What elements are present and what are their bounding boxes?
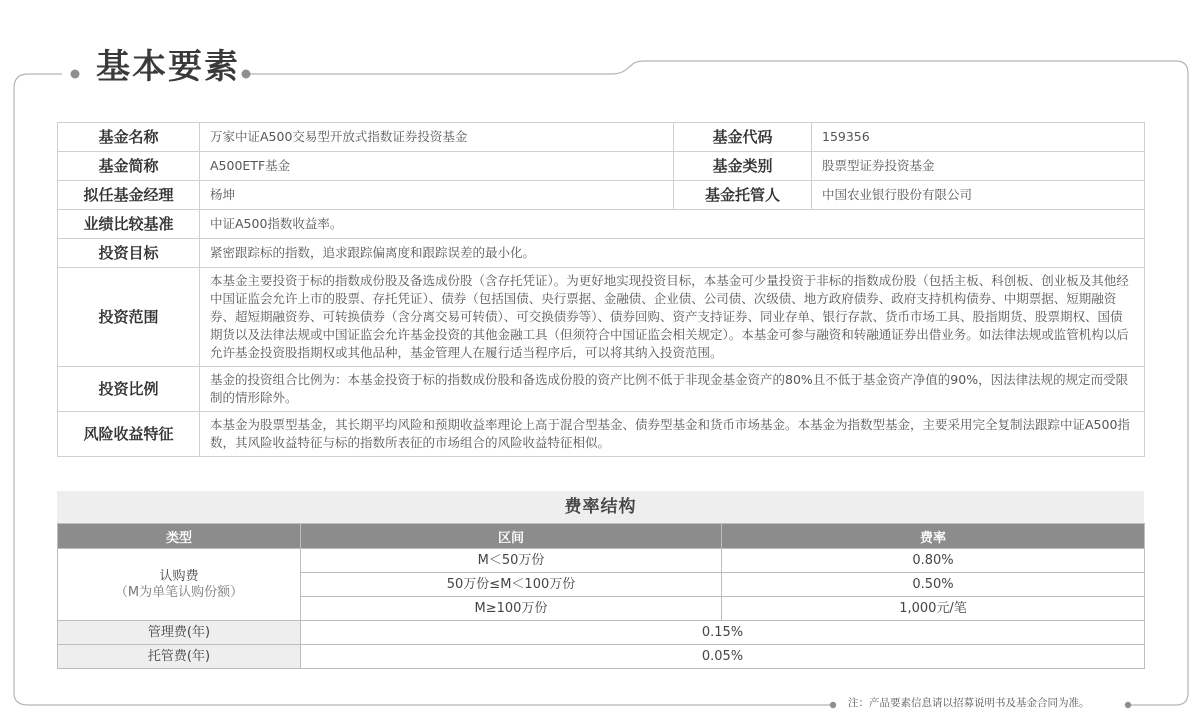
column-header-range: 区间: [301, 524, 722, 549]
column-header-type: 类型: [58, 524, 301, 549]
custody-fee-rate: 0.05%: [301, 645, 1145, 669]
fund-name-value: 万家中证A500交易型开放式指数证券投资基金: [200, 123, 674, 152]
custodian-label: 基金托管人: [674, 181, 812, 210]
benchmark-label: 业绩比较基准: [58, 210, 200, 239]
fee-table: [57, 523, 1145, 669]
fee-range: M≥100万份: [301, 597, 722, 621]
table-row: [58, 268, 1145, 367]
fund-type-label: 基金类别: [674, 152, 812, 181]
ratio-label: 投资比例: [58, 367, 200, 412]
custodian-value: 中国农业银行股份有限公司: [812, 181, 1145, 210]
table-row: [58, 239, 1145, 268]
risk-label: 风险收益特征: [58, 412, 200, 457]
footnote: 注：产品要素信息请以招募说明书及基金合同为准。: [848, 697, 1090, 709]
fund-code-value: 159356: [812, 123, 1145, 152]
short-name-label: 基金简称: [58, 152, 200, 181]
table-row: [58, 367, 1145, 412]
benchmark-value: 中证A500指数收益率。: [200, 210, 1145, 239]
table-row: [58, 621, 1145, 645]
table-row: [58, 412, 1145, 457]
custody-fee-label: 托管费(年): [58, 645, 301, 669]
ratio-value: 基金的投资组合比例为：本基金投资于标的指数成份股和备选成份股的资产比例不低于非现金基金资产的80%且不低于基金资产净值的90%，因法律法规的规定而受限制的情形除外。: [200, 367, 1145, 412]
fund-code-label: 基金代码: [674, 123, 812, 152]
table-row: [58, 181, 1145, 210]
fee-range: M＜50万份: [301, 549, 722, 573]
fund-type-value: 股票型证券投资基金: [812, 152, 1145, 181]
title-dot-left: [71, 70, 80, 79]
basic-info-table: [57, 122, 1145, 457]
subscription-fee-note: （M为单笔认购份额）: [114, 584, 244, 600]
fee-rate: 0.50%: [722, 573, 1145, 597]
section-title: 基本要素: [96, 47, 240, 87]
fee-range: 50万份≤M＜100万份: [301, 573, 722, 597]
footnote-dot-right: [1125, 702, 1131, 708]
management-fee-rate: 0.15%: [301, 621, 1145, 645]
column-header-rate: 费率: [722, 524, 1145, 549]
management-fee-label: 管理费(年): [58, 621, 301, 645]
fee-rate: 1,000元/笔: [722, 597, 1145, 621]
footnote-dot-left: [830, 702, 836, 708]
scope-value: 本基金主要投资于标的指数成份股及备选成份股（含存托凭证）。为更好地实现投资目标，本基金可少量投资于非标的指数成份股（包括主板、科创板、创业板及其他经中国证监会允许上市的股票、存托凭证）、债券（包括国债、央行票据、金融债、企业债、公司债、次级债、地方政府债券、政府支持机构债券、中期票据、短期融资券、超短期融资券、可转换债券（含分离交易可转债）、可交换债券等）、债券回购、资产支持证券、同业存单、银行存款、货币市场工具、股指期货、股票期权、国债期货以及法律法规或中国证监会允许基金投资的其他金融工具（但须符合中国证监会相关规定）。本基金可参与融资和转融通证券出借业务。如法律法规或监管机构以后允许基金投资股指期权或其他品种，基金管理人在履行适当程序后，可以将其纳入投资范围。: [200, 268, 1145, 367]
fund-name-label: 基金名称: [58, 123, 200, 152]
objective-value: 紧密跟踪标的指数，追求跟踪偏离度和跟踪误差的最小化。: [200, 239, 1145, 268]
objective-label: 投资目标: [58, 239, 200, 268]
short-name-value: A500ETF基金: [200, 152, 674, 181]
risk-value: 本基金为股票型基金，其长期平均风险和预期收益率理论上高于混合型基金、债券型基金和货币市场基金。本基金为指数型基金，主要采用完全复制法跟踪中证A500指数，其风险收益特征与标的指数所表征的市场组合的风险收益特征相似。: [200, 412, 1145, 457]
manager-value: 杨坤: [200, 181, 674, 210]
table-row: [58, 645, 1145, 669]
fee-rate: 0.80%: [722, 549, 1145, 573]
subscription-fee-label: 认购费: [159, 568, 199, 584]
table-row: [58, 123, 1145, 152]
table-row: [58, 152, 1145, 181]
fee-structure-title: 费率结构: [57, 491, 1144, 523]
scope-label: 投资范围: [58, 268, 200, 367]
subscription-fee-cell: [58, 549, 301, 621]
table-row: [58, 549, 1145, 573]
fee-table-header: [58, 524, 1145, 549]
manager-label: 拟任基金经理: [58, 181, 200, 210]
table-row: [58, 210, 1145, 239]
title-dot-right: [242, 70, 251, 79]
